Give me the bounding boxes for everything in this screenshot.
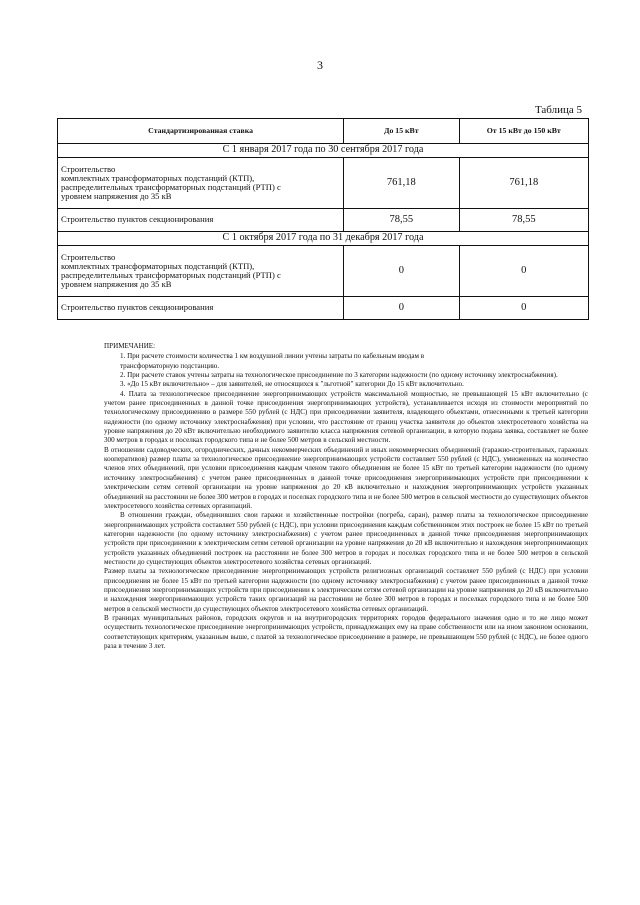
row-value-15kw: 0 — [344, 297, 459, 320]
row-value-150kw: 0 — [459, 246, 589, 297]
page-number: 3 — [317, 58, 323, 72]
table-row — [58, 158, 589, 209]
note-2: 2. При расчете ставок учтены затраты на технологическое присоединение по 3 категории надежности (по одному источнику электроснабжения). — [120, 371, 558, 380]
row-value-150kw: 0 — [459, 297, 589, 320]
period-row — [58, 232, 589, 246]
row-name: Строительство пунктов секционирования — [58, 297, 344, 320]
row-value-15kw: 761,18 — [344, 158, 459, 209]
header-up-to-15kw: До 15 кВт — [344, 119, 459, 144]
note-paragraph-garages: В отношении граждан, объединивших свои гаражи и хозяйственные постройки (погреба, сараи), размер платы за технологическое присоединение энергопринимающих устройств составляет 550 рублей (с НДС), при условии присоединения каждым собственником этих построек не более 15 кВт по третьей категории надежности (по одному источнику электроснабжения) с учетом ранее присоединенных в данной точке присоединения энергопринимающих устройств при присоединении к электрическим сетям сетевой организации на уровне напряжения до 20 кВ включительно и нахождения энергопринимающих устройств указанных объединений построек на расстоянии не более 300 метров в городах и поселках городского типа и не более 500 метров в сельской местности до существующих объектов электросетевого хозяйства сетевых организаций. — [104, 511, 588, 566]
table-header-row — [58, 119, 589, 144]
row-name: Строительство пунктов секционирования — [58, 209, 344, 232]
period-title: С 1 октября 2017 года по 31 декабря 2017 года — [58, 232, 589, 246]
row-name-text: Строительство комплектных трансформаторных подстанций (КТП), распределительных трансформаторных подстанций (РТП) с уровнем напряжения до 35 кВ — [61, 251, 281, 290]
row-name — [58, 246, 344, 297]
header-rate: Стандартизированная ставка — [58, 119, 344, 144]
row-value-150kw: 78,55 — [459, 209, 589, 232]
table-label: Таблица 5 — [534, 104, 582, 116]
header-15-to-150kw: От 15 кВт до 150 кВт — [459, 119, 589, 144]
table-row — [58, 209, 589, 232]
table-row — [58, 297, 589, 320]
note-paragraph-religious: Размер платы за технологическое присоединение энергопринимающих устройств религиозных организаций составляет 550 рублей (с НДС) при условии присоединения не более 15 кВт по третьей категории надежности (по одному источнику электроснабжения) с учетом ранее присоединенных в данной точке присоединения энергопринимающих устройств при присоединении к электрическим сетям сетевой организации на уровне напряжения до 20 кВ включительно и нахождения энергопринимающих устройств таких организаций на расстоянии не более 300 метров в городах и поселках городского типа и не более 500 метров в сельской местности до существующих объектов электросетевого хозяйства сетевых организаций. — [104, 567, 588, 613]
note-paragraph-snt: В отношении садоводческих, огороднических, дачных некоммерческих объединений и иных некоммерческих объединений (гаражно-строительных, гаражных кооперативов) размер платы за технологическое присоединение энергопринимающих устройств составляет 550 рублей (с НДС), умноженных на количество членов этих объединений, при условии присоединения каждым членом такого объединения не более 15 кВт по третьей категории надежности (по одному источнику электроснабжения) с учетом ранее присоединенных в данной точке присоединения энергопринимающих устройств при присоединении к электрическим сетям сетевой организации на уровне напряжения до 20 кВ включительно и нахождения энергопринимающих устройств указанных объединений на расстоянии не более 300 метров в городах и поселках городского типа и не более 500 метров в сельской местности до существующих объектов электросетевого хозяйства сетевых организаций. — [104, 445, 588, 510]
period-row — [58, 144, 589, 158]
table-row — [58, 246, 589, 297]
note-4: 4. Плата за технологическое присоединение энергопринимающих устройств максимальной мощностью, не превышающей 15 кВт включительно (с учетом ранее присоединенных в данной точке присоединения энергопринимающих устройств), устанавливается исходя из стоимости мероприятий по технологическому присоединению в размере 550 рублей (с НДС) при присоединении заявителя, владеющего объектами, отнесенными к третьей категории надежности (по одному источнику электроснабжения) при условии, что расстояние от границ участка заявителя до объектов электросетевого хозяйства на уровне напряжения до 20 кВт включительно необходимого заявителю класса напряжения сетевой организации, в которую подана заявка, составляет не более 300 метров в городах и поселках городского типа и не более 500 метров в сельской местности. — [104, 389, 588, 445]
note-1-continued: трансформаторную подстанцию. — [120, 361, 220, 370]
row-value-150kw: 761,18 — [459, 158, 589, 209]
row-value-15kw: 78,55 — [344, 209, 459, 232]
period-title: С 1 января 2017 года по 30 сентября 2017 года — [58, 144, 589, 158]
row-name-text: Строительство комплектных трансформаторных подстанций (КТП), распределительных трансформаторных подстанций (РТП) с уровнем напряжения до 35 кВ — [61, 163, 281, 202]
note-paragraph-limit: В границах муниципальных районов, городских округов и на внутригородских территориях городов федерального значения одно и то же лицо может осуществить технологическое присоединение энергопринимающих устройств, принадлежащих ему на праве собственности или на ином законном основании, соответствующих критериям, указанным выше, с платой за технологическое присоединение в размере, не превышающем 550 рублей (с НДС), не более одного раза в течение 3 лет. — [104, 613, 588, 650]
row-value-15kw: 0 — [344, 246, 459, 297]
row-name — [58, 158, 344, 209]
notes-section — [104, 342, 588, 651]
note-1: 1. При расчете стоимости количества 1 км воздушной линии учтены затраты по кабельным вводам в — [120, 352, 425, 361]
note-3: 3. «До 15 кВт включительно» – для заявителей, не относящихся к "льготной" категории До 15 кВт включительно. — [120, 380, 464, 389]
notes-heading: ПРИМЕЧАНИЕ: — [104, 342, 156, 350]
rates-table — [57, 118, 589, 320]
